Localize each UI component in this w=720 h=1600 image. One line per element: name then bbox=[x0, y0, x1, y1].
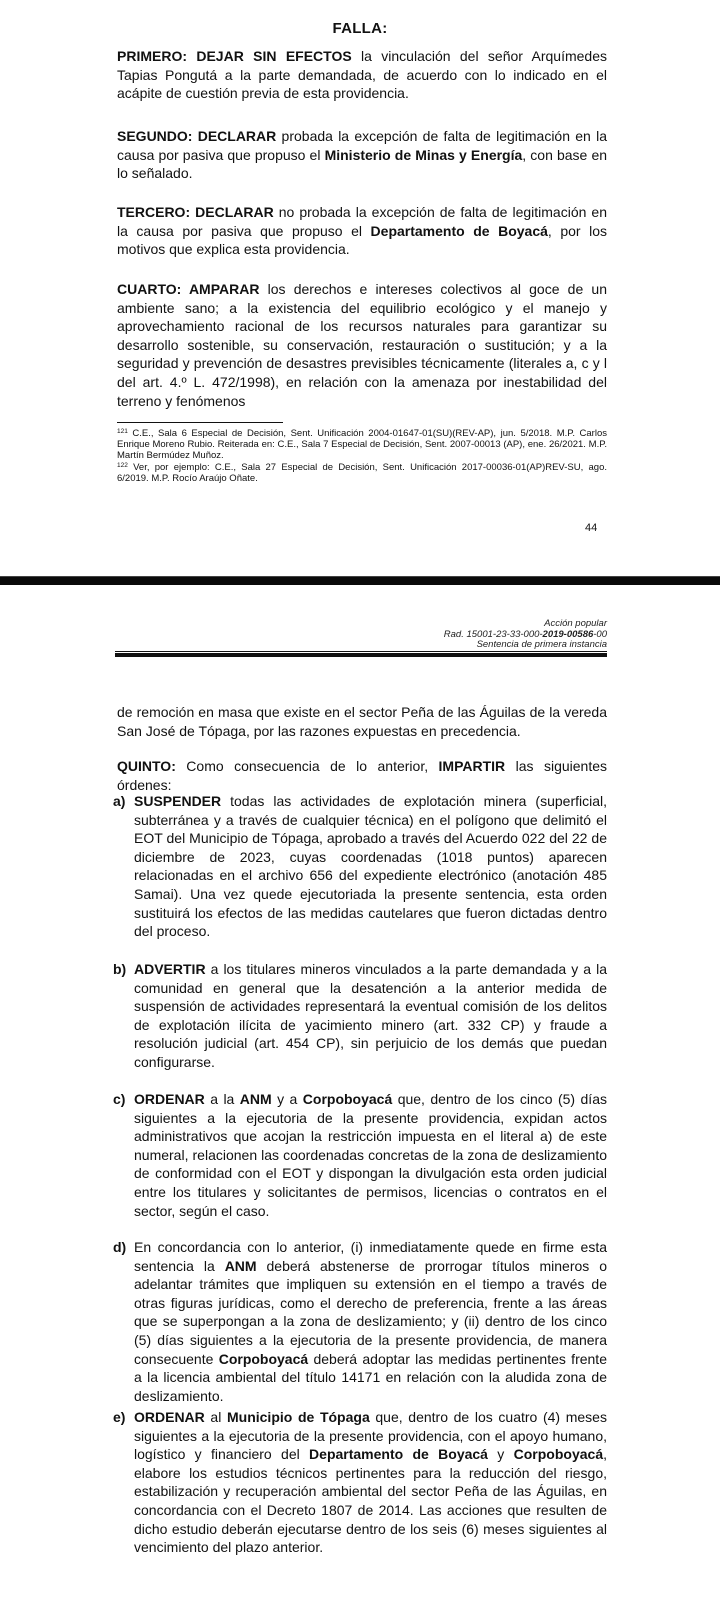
header-case-type: Acción popular bbox=[544, 618, 607, 629]
item-letter: b) bbox=[113, 961, 127, 977]
tercero-text-end: , por los motivos que explica esta providencia. bbox=[117, 222, 607, 258]
item-text: , elabore los estudios técnicos pertinentes para la reducción del riesgo, estabilización y recuperación ambiental del sector Peña de las Águilas, en concordancia con el Decreto 1807 de 2014. Las acciones que resulten de dicho estudio deberán ejecutarse dentro de los seis (6) meses siguientes al vencimiento del plazo anterior. bbox=[134, 1446, 607, 1556]
primero-label: PRIMERO: DEJAR SIN EFECTOS bbox=[117, 48, 352, 64]
item-text: deberá abstenerse de prorrogar títulos mineros o adelantar trámites que impliquen su extensión en el tiempo a través de otras figuras jurídicas, como el derecho de preferencia, frente a las áreas que se superpongan a la zona de deslizamiento; y (ii) dentro de los cinco (5) días siguientes a la ejecutoria de la presente providencia, de manera consecuente bbox=[134, 1257, 608, 1367]
header-instance: Sentencia de primera instancia bbox=[476, 639, 607, 650]
document-page-45 bbox=[0, 586, 720, 1600]
paragraph-tercero bbox=[117, 203, 607, 259]
item-entity: Municipio de Tópaga bbox=[226, 1409, 370, 1425]
paragraph-cuarto bbox=[117, 280, 607, 410]
order-item-b bbox=[113, 960, 607, 1072]
item-entity: Corpoboyacá bbox=[302, 1091, 393, 1107]
segundo-entity: Ministerio de Minas y Energía bbox=[324, 146, 523, 163]
footnote-text: Ver, por ejemplo: C.E., Sala 27 Especial de Decisión, Sent. Unificación 2017-00036-01(AP)REV-SU, ago. 6/2019. M.P. Rocío Araújo Oñate. bbox=[117, 462, 607, 485]
item-entity: ANM bbox=[224, 1257, 257, 1274]
segundo-label: SEGUNDO: DECLARAR bbox=[117, 128, 277, 144]
tercero-entity: Departamento de Boyacá bbox=[370, 222, 548, 239]
page-number: 44 bbox=[585, 522, 598, 534]
paragraph-quinto bbox=[117, 757, 607, 794]
order-item-c bbox=[113, 1090, 607, 1220]
cuarto-label: CUARTO: AMPARAR bbox=[117, 281, 260, 297]
order-item-e bbox=[113, 1408, 607, 1557]
item-letter: e) bbox=[113, 1409, 126, 1425]
item-text: deberá adoptar las medidas pertinentes frente a la licencia ambiental del título 14171 en relación con la aludida zona de deslizamiento. bbox=[134, 1350, 607, 1404]
footnote-122 bbox=[117, 461, 607, 485]
item-entity: Corpoboyacá bbox=[218, 1350, 309, 1367]
item-entity: ANM bbox=[239, 1091, 272, 1107]
footnote-separator bbox=[117, 422, 283, 423]
order-item-d bbox=[113, 1238, 608, 1405]
item-verb: ADVERTIR bbox=[134, 961, 206, 977]
tercero-label: TERCERO: DECLARAR bbox=[117, 204, 274, 220]
item-text: que, dentro de los cinco (5) días siguientes a la ejecutoria de la presente providencia, expidan actos administrativos que acojan la restricción impuesta en el literal a) de este numeral, relacionen las coordenadas concretas de la zona de deslizamiento de conformidad con el EOT y dispongan la divulgación esta orden judicial entre los titulares y solicitantes de permisos, licencias o contratos en el sector, según el caso. bbox=[134, 1091, 607, 1219]
footnote-text: C.E., Sala 6 Especial de Decisión, Sent. Unificación 2004-01647-01(SU)(REV-AP), jun. 5/2018. M.P. Carlos Enrique Moreno Rubio. Reiterada en: C.E., Sala 7 Especial de Decisión, Sent. 2007-00013 (AP), ene. 26/2021. M.P. Martín Bermúdez Muñoz. bbox=[117, 428, 607, 461]
item-text: y bbox=[487, 1446, 514, 1463]
item-text: En concordancia con lo anterior, (i) inmediatamente quede en firme esta sentencia la bbox=[134, 1239, 607, 1274]
item-entity: Corpoboyacá bbox=[513, 1446, 604, 1463]
footnote-number: 121 bbox=[117, 428, 128, 435]
quinto-text-end: las siguientes órdenes: bbox=[117, 758, 607, 793]
radicado-prefix: Rad. 15001-23-33-000- bbox=[443, 628, 543, 640]
footnote-number: 122 bbox=[117, 462, 128, 470]
header-rule-thick bbox=[115, 653, 607, 657]
radicado-suffix: -00 bbox=[593, 628, 607, 640]
footnote-121 bbox=[117, 427, 607, 461]
item-letter: a) bbox=[113, 793, 126, 809]
quinto-label: QUINTO: bbox=[117, 758, 176, 774]
primero-text: la vinculación del señor Arquímedes Tapias Pongutá a la parte demandada, de acuerdo con lo indicado en el acápite de cuestión previa de esta providencia. bbox=[117, 48, 607, 102]
item-text: a la bbox=[204, 1091, 240, 1107]
item-verb: SUSPENDER bbox=[134, 793, 222, 809]
document-page-44 bbox=[0, 0, 720, 576]
item-letter: c) bbox=[113, 1091, 126, 1107]
item-text: todas las actividades de explotación minera (superficial, subterránea y a través de cualquier técnica) en el polígono que delimitó el EOT del Municipio de Tópaga, aprobado a través del Acuerdo 022 del 22 de diciembre de 2023, cuyas coordenadas (1018 puntos) aparecen relacionadas en el archivo 656 del expediente electrónico (anotación 485 Samai). Una vez quede ejecutoriada la presente sentencia, esta orden sustituirá los efectos de las medidas cautelares que fueron dictadas dentro del proceso. bbox=[134, 793, 607, 940]
tercero-text: no probada la excepción de falta de legitimación en la causa por pasiva que propuso el bbox=[117, 204, 607, 239]
item-letter: d) bbox=[113, 1239, 127, 1255]
page-break-divider bbox=[0, 576, 720, 585]
radicado-number: 2019-00586 bbox=[542, 628, 594, 640]
footnotes bbox=[117, 427, 607, 485]
section-title: FALLA: bbox=[332, 20, 388, 37]
paragraph-primero bbox=[117, 47, 607, 103]
quinto-text: Como consecuencia de lo anterior, bbox=[175, 758, 439, 774]
segundo-text: probada la excepción de falta de legitimación en la causa por pasiva que propuso el bbox=[117, 128, 608, 163]
order-item-a bbox=[113, 792, 607, 941]
segundo-text-end: , con base en lo señalado. bbox=[117, 146, 608, 182]
paragraph-segundo bbox=[117, 127, 607, 183]
item-entity: Departamento de Boyacá bbox=[309, 1446, 488, 1463]
cuarto-text: los derechos e intereses colectivos al goce de un ambiente sano; a la existencia del equilibrio ecológico y el manejo y aprovechamiento racional de los recursos naturales para garantizar su desarrollo sostenible, su conservación, restauración o sustitución; y a la seguridad y prevención de desastres previsibles técnicamente (literales a, c y l del art. 4.º L. 472/1998), en relación con la amenaza por inestabilidad del terreno y fenómenos bbox=[117, 281, 607, 409]
item-text: y a bbox=[271, 1091, 303, 1107]
item-text: a los titulares mineros vinculados a la parte demandada y a la comunidad en general que la desatención a la anterior medida de suspensión de actividades representará la eventual comisión de los delitos de explotación ilícita de yacimiento minero (art. 332 CP) y fraude a resolución judicial (art. 454 CP), sin perjuicio de los demás que puedan configurarse. bbox=[134, 961, 607, 1070]
item-verb: ORDENAR bbox=[134, 1409, 205, 1425]
paragraph-continuation: de remoción en masa que existe en el sector Peña de las Águilas de la vereda San José de Tópaga, por las razones expuestas en precedencia. bbox=[117, 704, 607, 739]
item-verb: ORDENAR bbox=[134, 1091, 205, 1107]
item-text: que, dentro de los cuatro (4) meses siguientes a la ejecutoria de la presente providencia, con el apoyo humano, logístico y financiero del bbox=[134, 1409, 607, 1463]
running-header bbox=[307, 619, 607, 651]
quinto-verb: IMPARTIR bbox=[438, 758, 506, 774]
header-rule-thin bbox=[115, 651, 607, 652]
item-text: al bbox=[204, 1409, 227, 1425]
